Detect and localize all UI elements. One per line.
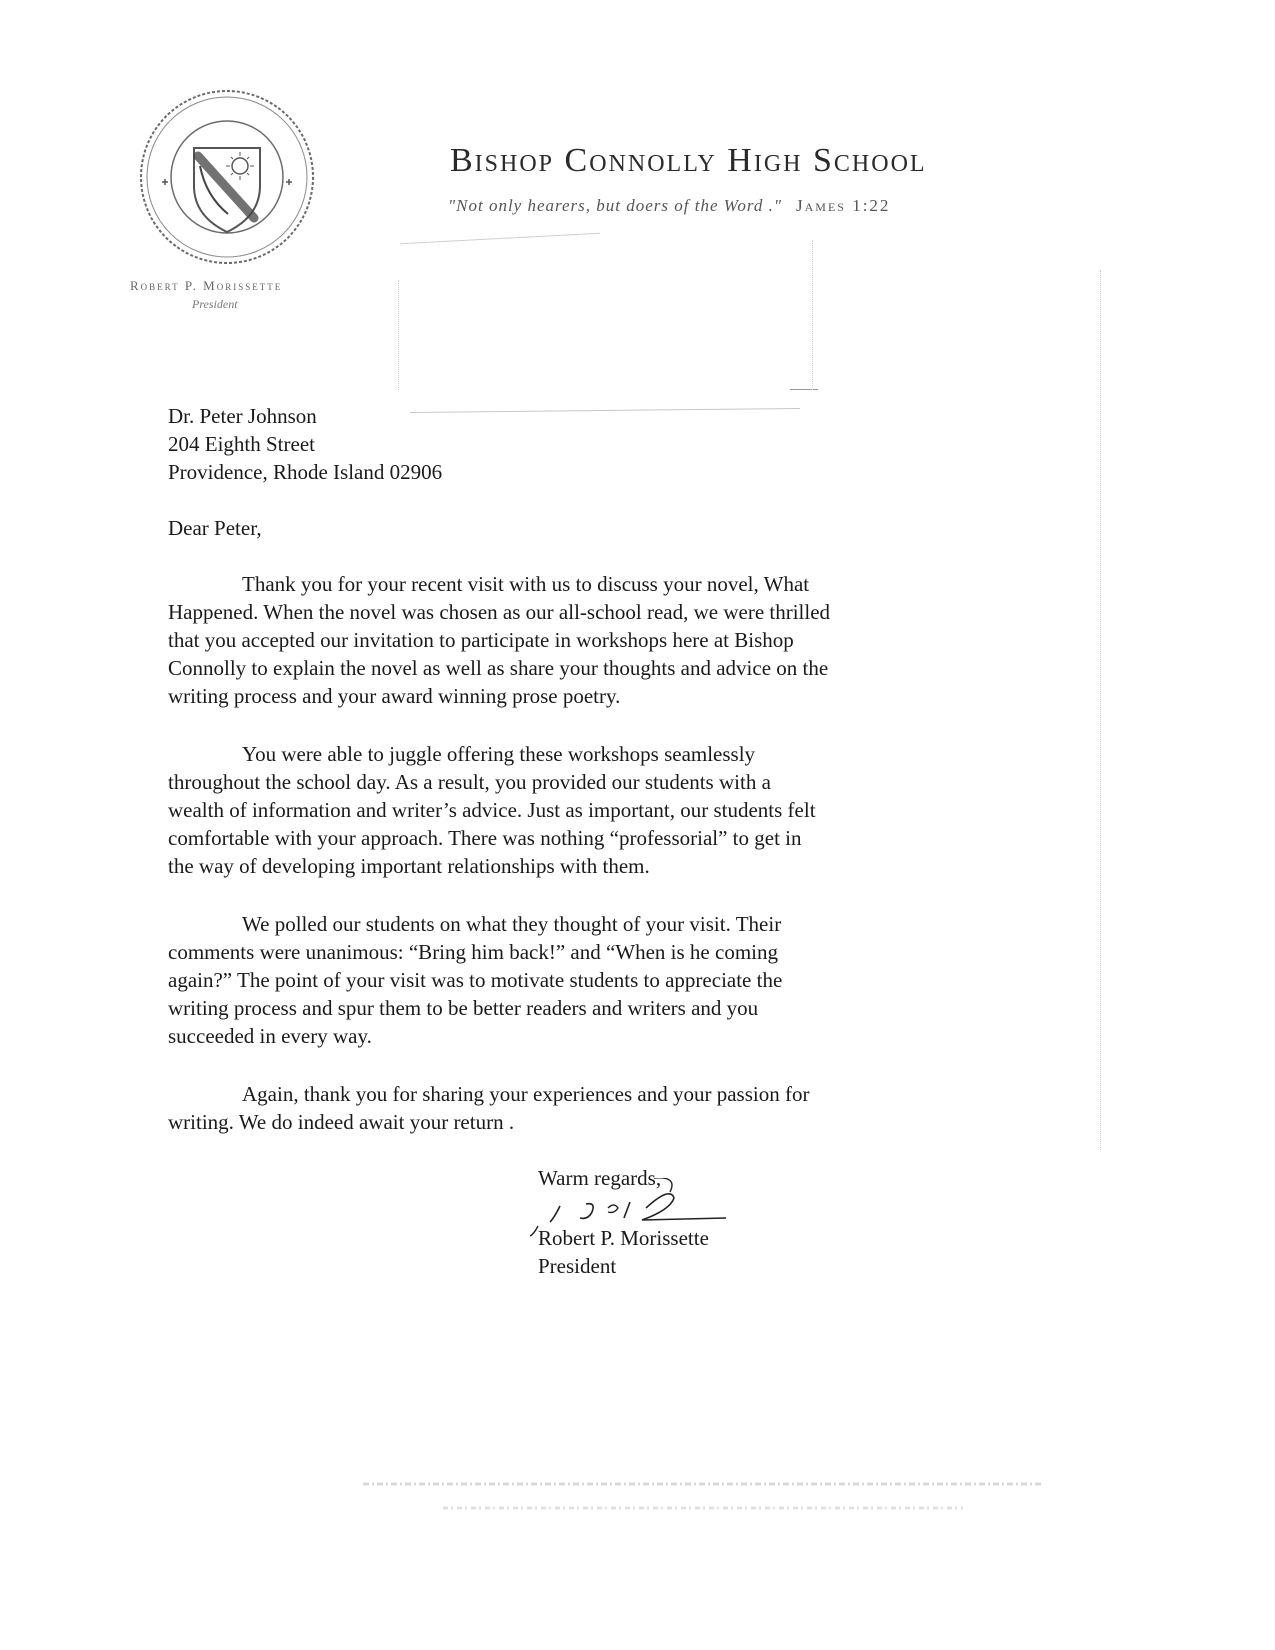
scan-artifact-dots (398, 280, 400, 390)
faded-footer-mark (443, 1503, 963, 1513)
paragraph-line: throughout the school day. As a result, you provided our students with a (168, 770, 771, 794)
paragraph-line: Happened. When the novel was chosen as our all-school read, we were thrilled (168, 600, 831, 624)
scan-artifact-dots (812, 240, 814, 390)
faded-footer-mark (363, 1479, 1043, 1489)
scan-artifact-line (400, 233, 600, 244)
paragraph-line: wealth of information and writer’s advice. Just as important, our students felt (168, 798, 816, 822)
scan-artifact-line (410, 408, 800, 413)
paragraph-line: writing. We do indeed await your return . (168, 1110, 515, 1134)
paragraph-line: writing process and spur them to be better readers and writers and you (168, 996, 759, 1020)
body-paragraph-3 (168, 910, 976, 1050)
paragraph-line: Thank you for your recent visit with us to discuss your novel, What (242, 572, 810, 596)
motto-text: "Not only hearers, but doers of the Word ." (448, 196, 782, 215)
letterhead-president-title: President (192, 297, 238, 311)
salutation: Dear Peter, (168, 516, 262, 540)
closing: Warm regards, (538, 1166, 662, 1190)
recipient-street: 204 Eighth Street (168, 432, 315, 456)
school-seal-logo (136, 86, 318, 268)
paragraph-line: comments were unanimous: “Bring him back!” and “When is he coming (168, 940, 778, 964)
signer-name: Robert P. Morissette (538, 1226, 709, 1250)
paragraph-line: comfortable with your approach. There was nothing “professorial” to get in (168, 826, 802, 850)
motto-citation: James 1:22 (796, 196, 891, 215)
faded-footer-line (0, 1502, 1275, 1518)
body-paragraph-1 (168, 570, 976, 710)
scan-artifact-dots (1100, 270, 1102, 1150)
paragraph-line: that you accepted our invitation to participate in workshops here at Bishop (168, 628, 794, 652)
paragraph-line: You were able to juggle offering these workshops seamlessly (242, 742, 756, 766)
paragraph-line: again?” The point of your visit was to motivate students to appreciate the (168, 968, 783, 992)
recipient-name: Dr. Peter Johnson (168, 404, 317, 428)
recipient-city-state-zip: Providence, Rhode Island 02906 (168, 460, 443, 484)
paragraph-line: writing process and your award winning prose poetry. (168, 684, 621, 708)
paragraph-line: succeeded in every way. (168, 1024, 372, 1048)
recipient-address (168, 402, 442, 486)
paragraph-line: Again, thank you for sharing your experiences and your passion for (242, 1082, 810, 1106)
paragraph-line: Connolly to explain the novel as well as share your thoughts and advice on the (168, 656, 829, 680)
school-motto (448, 196, 890, 216)
school-name: Bishop Connolly High School (450, 142, 927, 179)
paragraph-line: the way of developing important relationships with them. (168, 854, 650, 878)
signer-title: President (538, 1254, 617, 1278)
body-paragraph-2 (168, 740, 976, 880)
letterhead-president-name: Robert P. Morissette (130, 278, 283, 293)
paragraph-line: We polled our students on what they thought of your visit. Their (242, 912, 782, 936)
body-paragraph-4 (168, 1080, 976, 1136)
faded-footer-line (0, 1478, 1275, 1494)
